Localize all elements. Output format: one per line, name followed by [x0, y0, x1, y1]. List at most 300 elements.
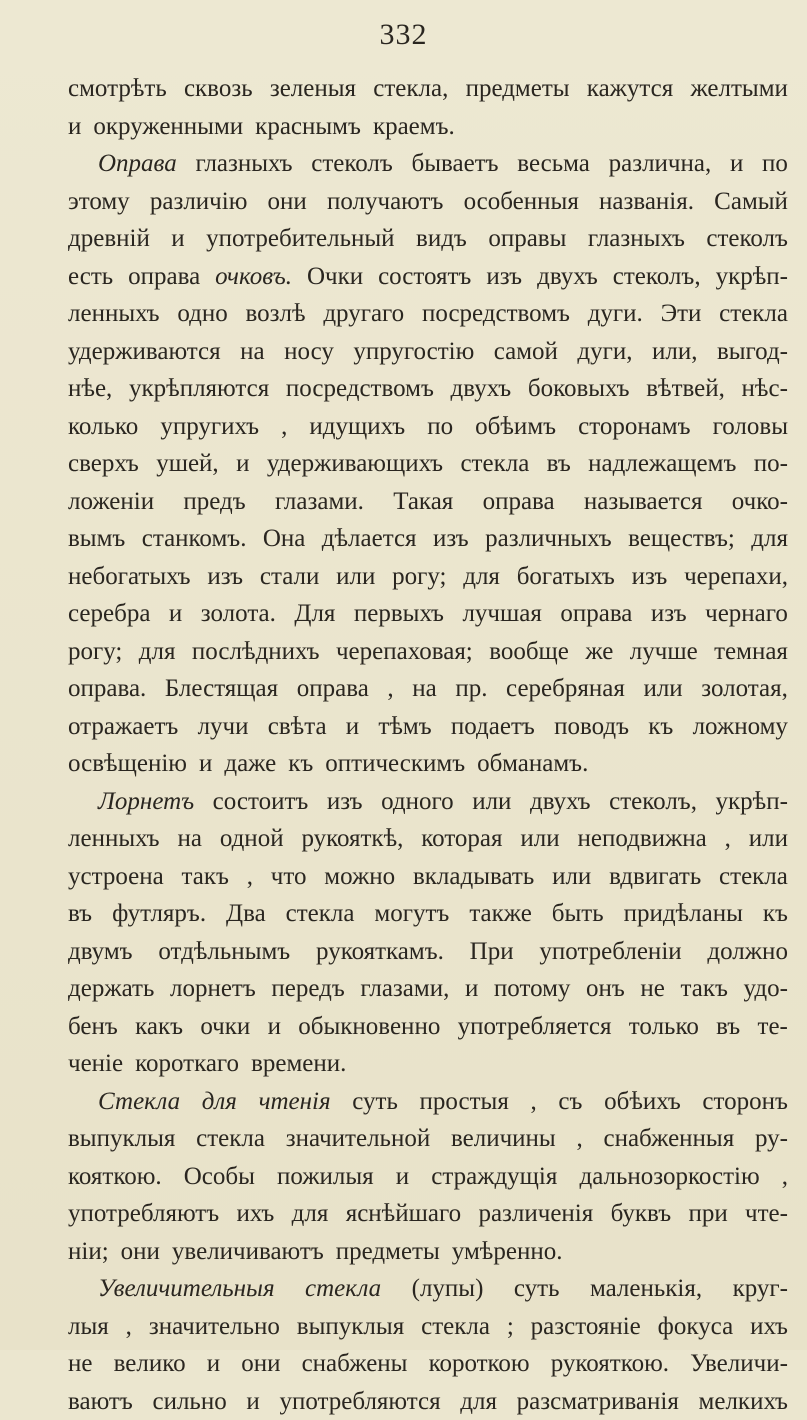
word: же [585, 633, 613, 671]
word: веществъ; [628, 520, 735, 558]
word: на [240, 333, 264, 371]
word: къ [288, 745, 313, 783]
word: держать [68, 970, 154, 1008]
word: Оправа [98, 145, 177, 183]
word: снабженныя [603, 1120, 734, 1158]
word: Особы [184, 1158, 255, 1196]
word: оправа [560, 595, 632, 633]
word: сильно [152, 1383, 226, 1420]
word: буквъ [611, 1195, 672, 1233]
word: удо- [744, 970, 788, 1008]
word: вымъ [68, 520, 125, 558]
word: и [171, 220, 184, 258]
text-line [68, 633, 788, 671]
word: поводъ [554, 708, 629, 746]
text-line [68, 1195, 788, 1233]
word: рогу; [68, 633, 122, 671]
word: очки [200, 1008, 250, 1046]
word: тѣмъ [378, 708, 431, 746]
word: и [730, 145, 743, 183]
word: къ [763, 895, 788, 933]
word: пр. [455, 670, 487, 708]
word: , [725, 820, 731, 858]
word: , [531, 1083, 537, 1121]
word: также [469, 895, 532, 933]
word: рукояткою. [551, 1345, 669, 1383]
word: что [271, 858, 307, 896]
word: стекла, [373, 70, 448, 108]
word: другаго [323, 295, 404, 333]
text-line [68, 295, 788, 333]
word: или [552, 858, 591, 896]
word: ру- [755, 1120, 788, 1158]
word: Очки [307, 258, 363, 296]
word: глазныхъ [588, 220, 685, 258]
word: дуги. [588, 295, 643, 333]
word: страждущія [431, 1158, 557, 1196]
word: Такая [393, 483, 453, 521]
text-line [68, 108, 788, 146]
word: времени. [251, 1045, 346, 1083]
word: стали [260, 558, 320, 596]
word: обѣимъ [475, 408, 556, 446]
word: краемъ. [373, 108, 455, 146]
word: на [177, 820, 201, 858]
word: или, [652, 333, 697, 371]
word: стеколъ, [609, 783, 697, 821]
word: этому [68, 183, 130, 221]
word: кояткою. [68, 1158, 162, 1196]
word: изъ [486, 258, 522, 296]
word: величины [451, 1120, 556, 1158]
word: боковыхъ [528, 370, 630, 408]
word: двухъ [451, 370, 512, 408]
word: укрѣп- [716, 258, 788, 296]
word: стекла [460, 445, 529, 483]
text-line [68, 933, 788, 971]
word: посредствомъ [422, 295, 570, 333]
word: суть [352, 1083, 398, 1121]
word: , [576, 1120, 582, 1158]
text-line [68, 220, 788, 258]
word: употребляется [458, 1008, 612, 1046]
word: вдвигать [609, 858, 701, 896]
word: серебряная [506, 670, 625, 708]
word: различна, [609, 145, 712, 183]
text-line [68, 70, 788, 108]
word: ихъ [236, 1195, 274, 1233]
text-line [68, 558, 788, 596]
word: нѣе, [68, 370, 112, 408]
word: ложеніи [68, 483, 154, 521]
text-line [68, 1120, 788, 1158]
word: сверхъ [68, 445, 139, 483]
word: стекла [719, 858, 788, 896]
word: пожилыя [277, 1158, 374, 1196]
word: на [412, 670, 436, 708]
word: предъ [183, 483, 245, 521]
word: вѣтвей, [646, 370, 725, 408]
word: оправа [128, 258, 200, 296]
text-line [68, 483, 788, 521]
word: выгод- [717, 333, 788, 371]
word: которая [421, 820, 502, 858]
word: чтенія [259, 1083, 331, 1121]
word: въ [547, 445, 571, 483]
word: маленькія, [590, 1270, 702, 1308]
word: мелкихъ [699, 1383, 788, 1420]
word: для [139, 633, 176, 671]
word: Увеличительныя [98, 1270, 275, 1308]
word: глазныхъ [195, 145, 292, 183]
word: ченіе [68, 1045, 123, 1083]
word: они [121, 1233, 160, 1271]
word: стекла [286, 895, 355, 933]
word: короткаго [135, 1045, 239, 1083]
word: лучшая [462, 595, 541, 633]
word: стекла [196, 1120, 265, 1158]
word: окруженными [93, 108, 243, 146]
word: или [520, 820, 559, 858]
word: простыя [420, 1083, 509, 1121]
word: снабжены [302, 1345, 408, 1383]
word: изъ [327, 783, 363, 821]
word: и [236, 445, 249, 483]
word: не [640, 970, 664, 1008]
word: Лорнетъ [98, 783, 194, 821]
word: они [241, 1345, 280, 1383]
word: отдѣльнымъ [158, 933, 290, 971]
word: и [396, 1158, 409, 1196]
word: разстояніе [531, 1308, 641, 1346]
word: по [762, 145, 788, 183]
word: ложному [693, 708, 788, 746]
word: должно [707, 933, 788, 971]
word: стекла [719, 295, 788, 333]
word: по [427, 408, 453, 446]
word: видъ [416, 220, 467, 258]
word: дѣлается [322, 520, 417, 558]
word: для [292, 1195, 329, 1233]
text-line [68, 670, 788, 708]
word: Стекла [98, 1083, 180, 1121]
word: есть [68, 258, 113, 296]
word: называется [584, 483, 703, 521]
word: вкладывать [413, 858, 534, 896]
word: золотая, [701, 670, 788, 708]
word: и [465, 970, 478, 1008]
text-line [68, 895, 788, 933]
word: оправа. [68, 670, 146, 708]
word: стекла [305, 1270, 381, 1308]
body-text [68, 70, 788, 1420]
text-line [68, 595, 788, 633]
word: серебра [68, 595, 150, 633]
word: увеличиваютъ [172, 1233, 324, 1271]
word: въ [68, 895, 92, 933]
word: такъ [182, 858, 229, 896]
word: употребленіи [539, 933, 681, 971]
word: изъ [651, 595, 687, 633]
word: носу [284, 333, 334, 371]
word: по- [754, 445, 788, 483]
word: глазами, [360, 970, 449, 1008]
word: съ [558, 1083, 582, 1121]
word: лучше [630, 633, 698, 671]
word: придѣланы [624, 895, 743, 933]
word: Два [226, 895, 266, 933]
word: и [207, 1345, 220, 1383]
word: различенія [478, 1195, 593, 1233]
word: обѣихъ [604, 1083, 681, 1121]
word: различію [150, 183, 248, 221]
word: сторонъ [702, 1083, 788, 1121]
word: и [346, 708, 359, 746]
word: и [169, 595, 182, 633]
word: одного [381, 783, 454, 821]
word: ; [507, 1308, 514, 1346]
word: Блестящая [165, 670, 278, 708]
text-line [68, 408, 788, 446]
word: Она [263, 520, 306, 558]
word: двухъ [537, 258, 598, 296]
word: Самый [714, 183, 788, 221]
word: предметы [466, 70, 570, 108]
word: рукояткѣ, [301, 820, 403, 858]
word: суть [514, 1270, 560, 1308]
word: обыкновенно [298, 1008, 440, 1046]
word: быть [552, 895, 604, 933]
word: стеколъ, [613, 258, 701, 296]
word: бенъ [68, 1008, 118, 1046]
word: изъ [207, 558, 243, 596]
word: такъ [681, 970, 728, 1008]
word: весьма [517, 145, 590, 183]
word: значительной [286, 1120, 430, 1158]
word: краснымъ [255, 108, 361, 146]
word: станкомъ. [142, 520, 247, 558]
word: очковъ. [215, 258, 292, 296]
word: или [643, 670, 682, 708]
word: зеленыя [270, 70, 356, 108]
word: золота. [201, 595, 276, 633]
text-line [68, 1308, 788, 1346]
word: отражаетъ [68, 708, 178, 746]
word: особенныя [464, 183, 579, 221]
word: оптическимъ [325, 745, 465, 783]
word: смотрѣть [68, 70, 167, 108]
word: двухъ [530, 783, 591, 821]
word: чте- [745, 1195, 788, 1233]
word: значительно [149, 1308, 280, 1346]
word: употребляются [279, 1383, 440, 1420]
word: можно [324, 858, 395, 896]
text-line [68, 1345, 788, 1383]
text-line [68, 333, 788, 371]
word: возлѣ [246, 295, 306, 333]
text-line [68, 1383, 788, 1420]
word: кажутся [587, 70, 673, 108]
word: фокуса [658, 1308, 734, 1346]
word: при [688, 1195, 727, 1233]
word: для [463, 558, 500, 596]
word: подаетъ [451, 708, 535, 746]
word: могутъ [374, 895, 449, 933]
word: изъ [433, 520, 469, 558]
word: употребляютъ [68, 1195, 219, 1233]
word: первыхъ [354, 595, 444, 633]
word: самой [494, 333, 558, 371]
word: одной [220, 820, 284, 858]
word: и [268, 1008, 281, 1046]
word: стеколъ [311, 145, 393, 183]
word: При [470, 933, 514, 971]
word: стекла [421, 1308, 490, 1346]
text-line [68, 1083, 788, 1121]
word: богатыхъ [517, 558, 615, 596]
word: удерживающихъ [267, 445, 443, 483]
word: оправа [483, 483, 555, 521]
word: они [268, 183, 307, 221]
word: желтыми [690, 70, 787, 108]
text-line [68, 183, 788, 221]
word: идущихъ [309, 408, 405, 446]
word: черепахи, [684, 558, 788, 596]
word: онъ [586, 970, 625, 1008]
page-number: 332 [0, 18, 807, 52]
word: умѣренно. [452, 1233, 563, 1271]
word: оправы [488, 220, 566, 258]
word: получаютъ [327, 183, 443, 221]
word: удерживаются [68, 333, 221, 371]
word: , [387, 670, 393, 708]
word: устроена [68, 858, 164, 896]
word: неподвижна [577, 820, 706, 858]
word: , [126, 1308, 132, 1346]
word: только [629, 1008, 699, 1046]
text-line [68, 1158, 788, 1196]
word: очко- [732, 483, 788, 521]
word: головы [713, 408, 788, 446]
word: передъ [271, 970, 344, 1008]
word: бываетъ [412, 145, 499, 183]
word: глазами. [275, 483, 364, 521]
word: , [281, 408, 287, 446]
word: даже [224, 745, 276, 783]
text-line [68, 445, 788, 483]
word: укрѣпляются [129, 370, 269, 408]
word: изъ [632, 558, 668, 596]
word: небогатыхъ [68, 558, 191, 596]
word: Увеличи- [690, 1345, 788, 1383]
text-line [68, 858, 788, 896]
word: или [336, 558, 375, 596]
text-line [68, 970, 788, 1008]
text-line [68, 1008, 788, 1046]
word: и [199, 745, 212, 783]
word: въ [716, 1008, 740, 1046]
word: надлежащемъ [588, 445, 736, 483]
word: выпуклыя [297, 1308, 404, 1346]
word: сторонамъ [578, 408, 690, 446]
word: не [68, 1345, 92, 1383]
word: выпуклыя [68, 1120, 175, 1158]
word: состоятъ [378, 258, 471, 296]
word: послѣднихъ [192, 633, 320, 671]
word: для [460, 1383, 497, 1420]
word: названія. [599, 183, 694, 221]
text-line [68, 820, 788, 858]
word: ніи; [68, 1233, 109, 1271]
text-line [68, 145, 788, 183]
word: колько [68, 408, 138, 446]
text-line [68, 520, 788, 558]
word: или [472, 783, 511, 821]
text-line [68, 258, 788, 296]
text-line [68, 1270, 788, 1308]
word: и [246, 1383, 259, 1420]
word: (лупы) [412, 1270, 484, 1308]
word: ленныхъ [68, 295, 160, 333]
word: велико [114, 1345, 186, 1383]
text-line [68, 370, 788, 408]
word: ленныхъ [68, 820, 160, 858]
text-line [68, 745, 788, 783]
word: посредствомъ [286, 370, 434, 408]
word: темная [714, 633, 788, 671]
word: для [202, 1083, 237, 1121]
word: потому [494, 970, 571, 1008]
word: лорнетъ [170, 970, 256, 1008]
word: обманамъ. [477, 745, 588, 783]
word: различныхъ [485, 520, 612, 558]
word: одно [177, 295, 227, 333]
word: стеколъ [706, 220, 788, 258]
word: Эти [661, 295, 702, 333]
word: , [247, 858, 253, 896]
word: короткою [429, 1345, 530, 1383]
word: ушей, [156, 445, 218, 483]
word: упругихъ [160, 408, 259, 446]
word: оправа [297, 670, 369, 708]
word: дальнозоркостію [579, 1158, 759, 1196]
word: свѣта [268, 708, 327, 746]
word: ихъ [750, 1308, 788, 1346]
word: чернаго [705, 595, 788, 633]
word: черепаховая; [336, 633, 473, 671]
word: предметы [336, 1233, 440, 1271]
word: или [749, 820, 788, 858]
word: двумъ [68, 933, 133, 971]
word: , [782, 1158, 788, 1196]
word: разсматриванія [517, 1383, 679, 1420]
word: и [68, 108, 81, 146]
word: Для [294, 595, 335, 633]
word: нѣс- [742, 370, 788, 408]
word: употребительный [206, 220, 394, 258]
word: древній [68, 220, 150, 258]
word: состоитъ [213, 783, 309, 821]
word: какъ [135, 1008, 183, 1046]
text-line [68, 1045, 788, 1083]
word: сквозь [184, 70, 253, 108]
word: круг- [733, 1270, 788, 1308]
word: для [751, 520, 788, 558]
text-line [68, 708, 788, 746]
text-line [68, 1233, 788, 1271]
word: лучи [198, 708, 249, 746]
word: яснѣйшаго [346, 1195, 461, 1233]
